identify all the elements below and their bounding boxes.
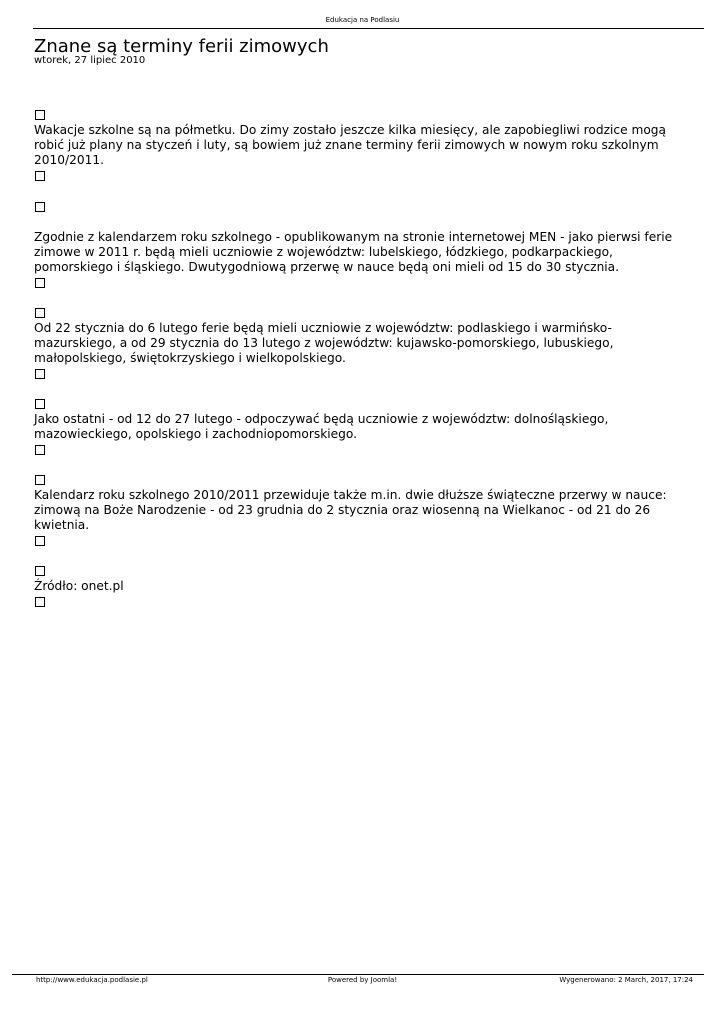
- placeholder-box-icon: [35, 110, 45, 120]
- footer-generated-date: Wygenerowano: 2 March, 2017, 17:24: [559, 976, 693, 984]
- placeholder-box-icon: [35, 475, 45, 485]
- article-body: [34, 107, 684, 610]
- paragraph-2: Zgodnie z kalendarzem roku szkolnego - opublikowanym na stronie internetowej MEN - jako pierwsi ferie zimowe w 2011 r. będą mieli uczniowie z województw: lubelskiego, łódzkiego, podkarpackiego, pomorskiego i śląskiego. Dwutygodniową przerwę w nauce będą oni mieli od 15 do 30 stycznia.: [34, 230, 673, 274]
- footer-divider: [12, 974, 704, 975]
- article-title: Znane są terminy ferii zimowych: [34, 36, 329, 57]
- paragraph-3: Od 22 stycznia do 6 lutego ferie będą mieli uczniowie z województw: podlaskiego i warmińsko-mazurskiego, a od 29 stycznia do 13 lutego z województw: kujawsko-pomorskiego, lubuskiego, małopolskiego, świętokrzyskiego i wielkopolskiego.: [34, 321, 614, 365]
- placeholder-box-icon: [35, 536, 45, 546]
- footer-url-link[interactable]: http://www.edukacja.podlasie.pl: [36, 976, 148, 984]
- source-line: Źródło: onet.pl: [34, 579, 124, 593]
- placeholder-box-icon: [35, 171, 45, 181]
- paragraph-4: Jako ostatni - od 12 do 27 lutego - odpoczywać będą uczniowie z województw: dolnośląskiego, mazowieckiego, opolskiego i zachodniopomorskiego.: [34, 412, 609, 441]
- placeholder-box-icon: [35, 399, 45, 409]
- placeholder-box-icon: [35, 202, 45, 212]
- placeholder-box-icon: [35, 597, 45, 607]
- paragraph-1: Wakacje szkolne są na półmetku. Do zimy zostało jeszcze kilka miesięcy, ale zapobiegliwi rodzice mogą robić już plany na styczeń i luty, są bowiem już znane terminy ferii zimowych w nowym roku szkolnym 2010/2011.: [34, 123, 666, 167]
- placeholder-box-icon: [35, 445, 45, 455]
- placeholder-box-icon: [35, 278, 45, 288]
- placeholder-box-icon: [35, 308, 45, 318]
- placeholder-box-icon: [35, 566, 45, 576]
- header-divider: [33, 28, 704, 29]
- footer-powered-by: Powered by Joomla!: [327, 976, 398, 984]
- paragraph-5: Kalendarz roku szkolnego 2010/2011 przewiduje także m.in. dwie dłuższe świąteczne przerwy w nauce: zimową na Boże Narodzenie - od 23 grudnia do 2 stycznia oraz wiosenną na Wielkanoc - od 21 do 26 kwietnia.: [34, 488, 667, 532]
- placeholder-box-icon: [35, 369, 45, 379]
- article-date: wtorek, 27 lipiec 2010: [34, 55, 146, 66]
- site-header: Edukacja na Podlasiu: [325, 16, 400, 24]
